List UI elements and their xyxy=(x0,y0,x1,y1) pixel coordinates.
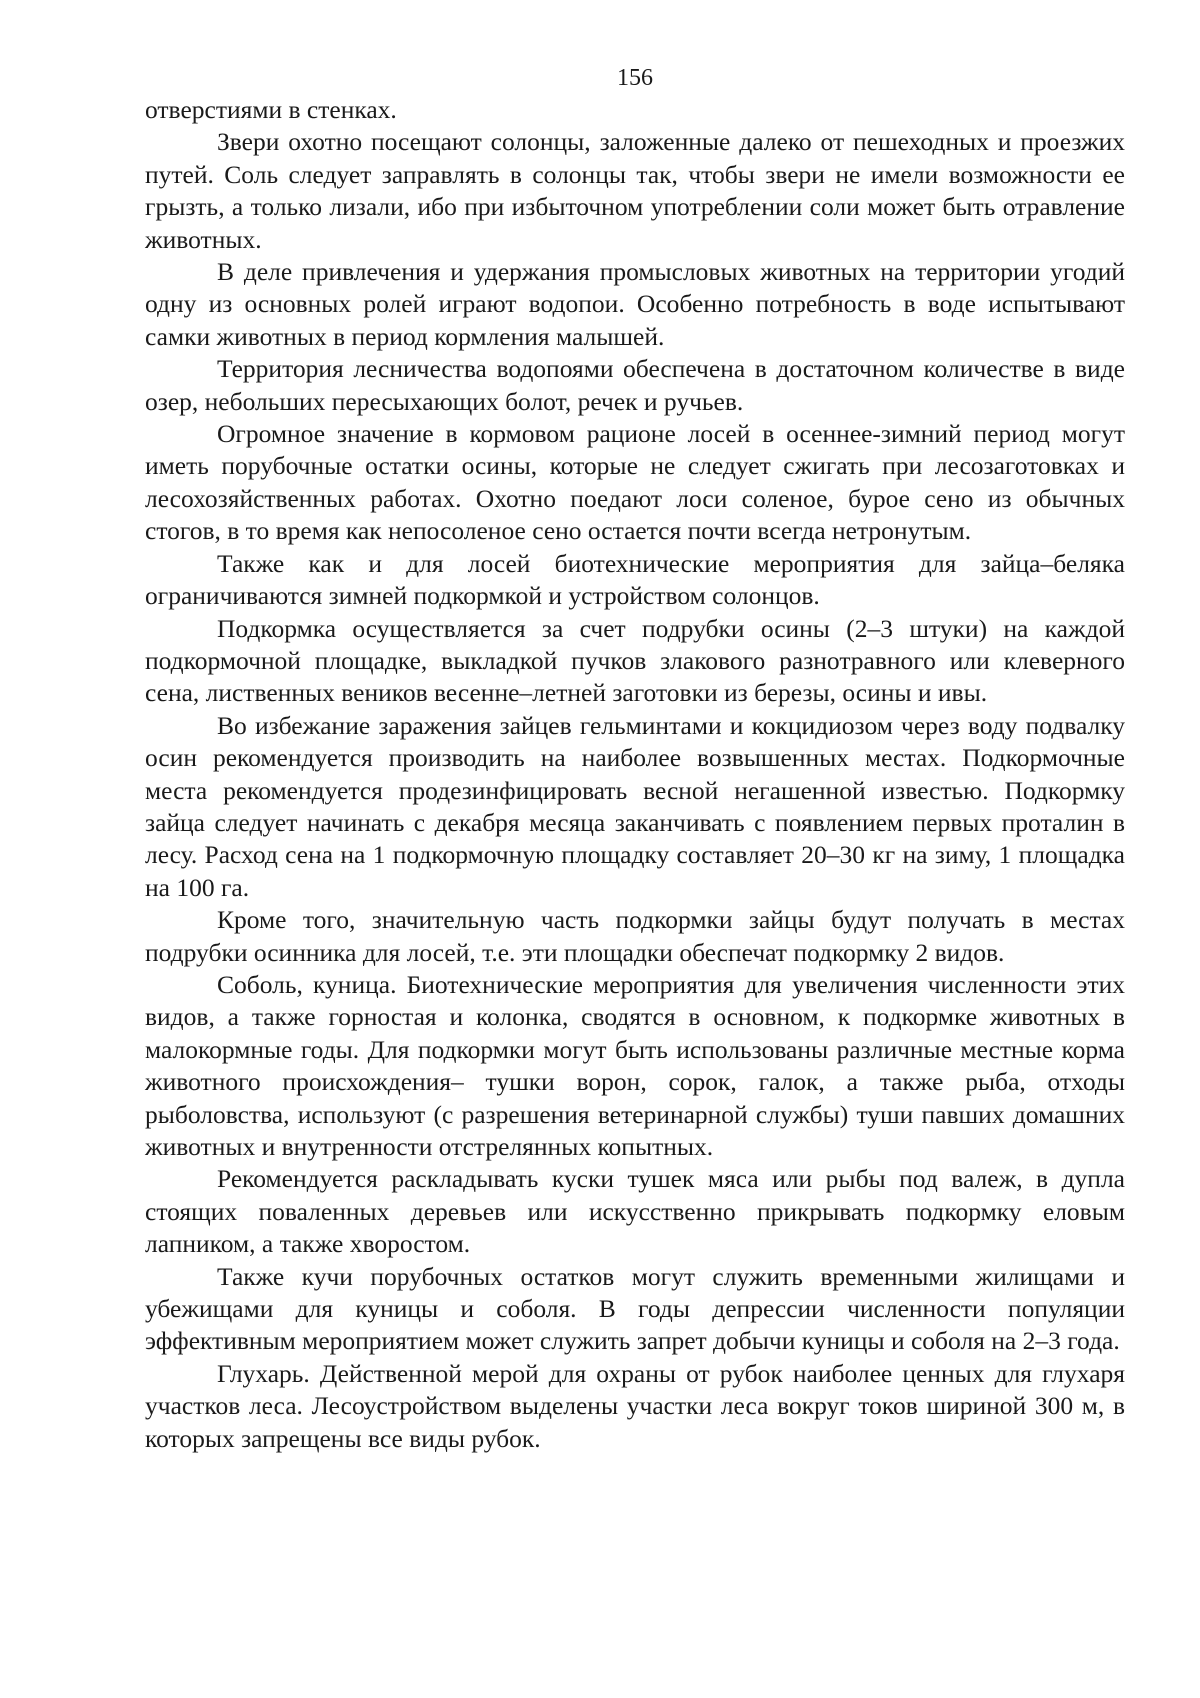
paragraph-hare-feeding: Подкормка осуществляется за счет подрубки осины (2–3 штуки) на каждой подкормочной площадке, выкладкой пучков злакового разнотравного или клеверного сена, лиственных веников весенне–летней заготовки из березы, осины и ивы. xyxy=(145,613,1125,708)
paragraph-watering-places: В деле привлечения и удержания промысловых животных на территории угодий одну из основных ролей играют водопои. Особенно потребность в воде испытывают самки животных в период кормления малышей. xyxy=(145,257,1125,351)
paragraph-hare-measures: Также как и для лосей биотехнические мероприятия для зайца–беляка ограничиваются зимней подкормкой и устройством солонцов. xyxy=(145,548,1125,611)
paragraph-sable-marten: Соболь, куница. Биотехнические мероприятия для увеличения численности этих видов, а также горностая и колонка, сводятся в основном, к подкормке животных в малокормные годы. Для подкормки могут быть использованы различные местные корма животного происхождения– тушки ворон, сорок, галок, а также рыба, отходы рыболовства, используют (с разрешения ветеринарной службы) туши павших домашних животных и внутренности отстрелянных копытных. xyxy=(145,969,1125,1161)
paragraph-water-sources: Территория лесничества водопоями обеспечена в достаточном количестве в виде озер, небольших пересыхающих болот, речек и ручьев. xyxy=(145,354,1125,416)
paragraph-aspen-cutting: Кроме того, значительную часть подкормки зайцы будут получать в местах подрубки осинника для лосей, т.е. эти площадки обеспечат подкормку 2 видов. xyxy=(145,905,1125,967)
paragraph-capercaillie: Глухарь. Действенной мерой для охраны от рубок наиболее ценных для глухаря участков леса. Лесоустройством выделены участки леса вокруг токов шириной 300 м, в которых запрещены все виды рубок. xyxy=(145,1358,1125,1453)
paragraph-shelters: Также кучи порубочных остатков могут служить временными жилищами и убежищами для куницы и соболя. В годы депрессии численности популяции эффективным мероприятием может служить запрет добычи куницы и соболя на 2–3 года. xyxy=(145,1261,1125,1356)
paragraph-continuation: отверстиями в стенках. xyxy=(145,95,397,124)
paragraph-moose-feeding: Огромное значение в кормовом рационе лосей в осеннее-зимний период могут иметь порубочные остатки осины, которые не следует сжигать при лесозаготовках и лесохозяйственных работах. Охотно поедают лоси соленое, бурое сено из обычных стогов, в то время как непосоленое сено остается почти всегда нетронутым. xyxy=(145,419,1125,546)
page-number: 156 xyxy=(617,65,653,91)
paragraph-salt-licks: Звери охотно посещают солонцы, заложенные далеко от пешеходных и проезжих путей. Соль следует заправлять в солонцы так, чтобы звери не имели возможности ее грызть, а только лизали, ибо при избыточном употреблении соли может быть отравление животных. xyxy=(145,127,1125,254)
document-page xyxy=(145,62,1125,1455)
paragraph-bait-placement: Рекомендуется раскладывать куски тушек мяса или рыбы под валеж, в дупла стоящих поваленных деревьев или искусственно прикрывать подкормку еловым лапником, а также хворостом. xyxy=(145,1164,1125,1259)
paragraph-hare-disease: Во избежание заражения зайцев гельминтами и кокцидиозом через воду подвалку осин рекомендуется производить на наиболее возвышенных местах. Подкормочные места рекомендуется продезинфицировать весной негашенной известью. Подкормку зайца следует начинать с декабря месяца заканчивать с появлением первых проталин в лесу. Расход сена на 1 подкормочную площадку составляет 20–30 кг на зиму, 1 площадка на 100 га. xyxy=(145,710,1125,902)
